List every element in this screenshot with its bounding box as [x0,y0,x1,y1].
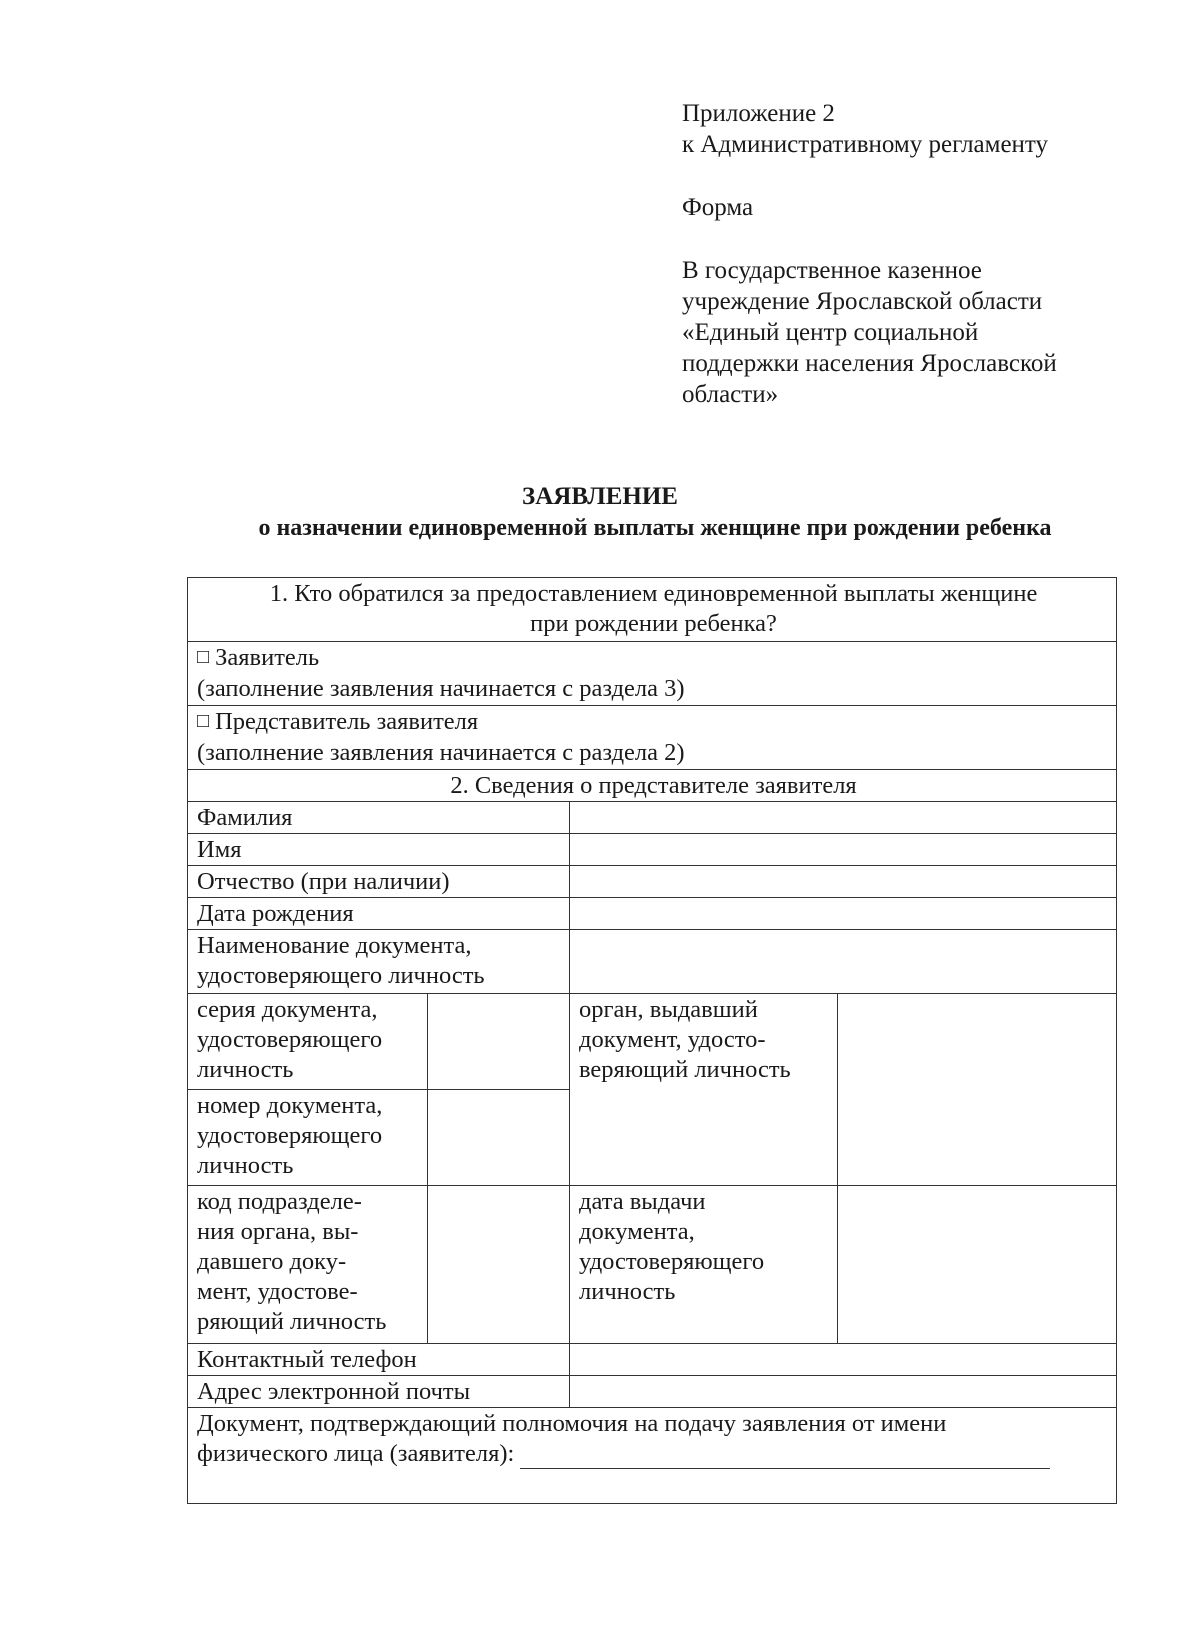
issuing-authority-label: орган, выдавший документ, удосто- веряющий личность [570,994,838,1186]
email-field[interactable] [570,1376,1117,1408]
patronymic-label: Отчество (при наличии) [188,866,570,898]
section2-heading: 2. Сведения о представителе заявителя [188,770,1117,802]
phone-label: Контактный телефон [188,1344,570,1376]
addressee-line: области» [682,381,779,408]
issue-date-field[interactable] [838,1186,1117,1344]
birth-date-label: Дата рождения [188,898,570,930]
id-series-label: серия документа, удостоверяющего личность [188,994,428,1090]
id-number-label: номер документа, удостоверяющего личность [188,1090,428,1186]
option-representative-row [188,706,1117,770]
section2-heading-row [188,770,1117,802]
application-form-table [187,577,1117,1504]
email-row [188,1376,1117,1408]
id-doc-name-row [188,930,1117,994]
document-subtitle: о назначении единовременной выплаты женщине при рождении ребенка [258,515,1052,541]
checkbox-icon[interactable]: □ [197,646,210,668]
division-code-row [188,1186,1117,1344]
document-title: ЗАЯВЛЕНИЕ [522,483,678,510]
issuing-authority-field[interactable] [838,994,1117,1186]
addressee-line: поддержки населения Ярославской [682,350,1057,377]
option-applicant-row [188,642,1117,706]
division-code-field[interactable] [428,1186,570,1344]
authority-doc-fill-line[interactable] [520,1444,1050,1469]
authority-doc-label-cont: физического лица (заявителя): [197,1440,515,1467]
id-number-field[interactable] [428,1090,570,1186]
first-name-label: Имя [188,834,570,866]
id-series-row [188,994,1117,1090]
division-code-label: код подразделе- ния органа, вы- давшего доку- мент, удостове- ряющий личность [188,1186,428,1344]
addressee-line: В государственное казенное [682,257,982,284]
authority-doc-cell [188,1408,1117,1504]
phone-row [188,1344,1117,1376]
addressee-line: «Единый центр социальной [682,319,979,346]
authority-doc-label: Документ, подтверждающий полномочия на подачу заявления от имени [197,1410,947,1437]
form-label: Форма [682,194,754,221]
phone-field[interactable] [570,1344,1117,1376]
last-name-label: Фамилия [188,802,570,834]
checkbox-icon[interactable]: □ [197,710,210,732]
birth-date-field[interactable] [570,898,1117,930]
id-doc-name-label: Наименование документа, удостоверяющего личность [188,930,570,994]
section1-heading-row [188,578,1117,642]
option-applicant-cell[interactable] [188,642,1117,706]
option-representative-cell[interactable] [188,706,1117,770]
id-series-field[interactable] [428,994,570,1090]
appendix-regulation-line: к Административному регламенту [682,131,1049,158]
option-representative-label: Представитель заявителя [215,708,479,735]
option-applicant-label: Заявитель [215,644,320,671]
first-name-row [188,834,1117,866]
option-applicant-note: (заполнение заявления начинается с раздела 3) [197,675,685,702]
patronymic-field[interactable] [570,866,1117,898]
header-block [682,98,1162,410]
first-name-field[interactable] [570,834,1117,866]
issue-date-label: дата выдачи документа, удостоверяющего личность [570,1186,838,1344]
last-name-field[interactable] [570,802,1117,834]
option-representative-note: (заполнение заявления начинается с раздела 2) [197,739,685,766]
addressee-line: учреждение Ярославской области [682,288,1043,315]
email-label: Адрес электронной почты [188,1376,570,1408]
id-doc-name-field[interactable] [570,930,1117,994]
section1-heading: 1. Кто обратился за предоставлением единовременной выплаты женщине при рождении ребенка? [188,578,1117,642]
appendix-line: Приложение 2 [682,100,835,127]
patronymic-row [188,866,1117,898]
birth-date-row [188,898,1117,930]
authority-doc-row [188,1408,1117,1504]
last-name-row [188,802,1117,834]
